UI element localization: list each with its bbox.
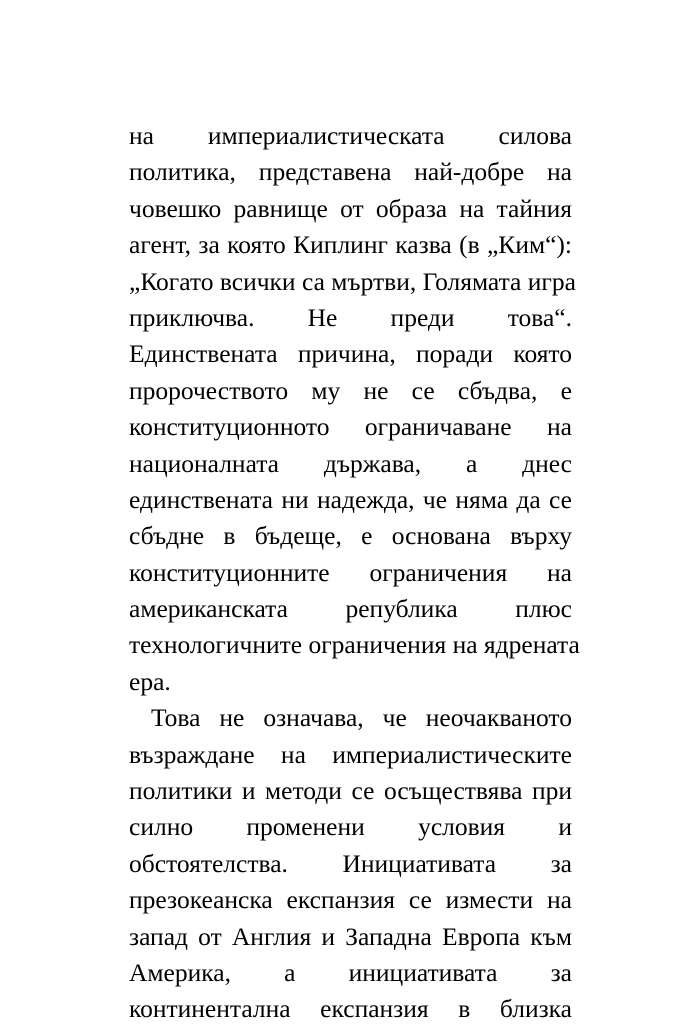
text-line: запад от Англия и Западна Европа към <box>129 921 572 951</box>
text-line: сбъдне в бъдеще, е основана върху <box>129 521 572 551</box>
text-line: агент, за която Киплинг казва (в „Ким“): <box>129 230 572 260</box>
text-line: на империалистическата силова <box>129 121 572 150</box>
text-line: политики и методи се осъществява при <box>129 776 572 806</box>
text-line: континентална експанзия в близка <box>129 994 572 1024</box>
text-line: единствената ни надежда, че няма да се <box>129 484 572 514</box>
text-line: политика, представена най-добре на <box>129 157 572 187</box>
text-line: технологичните ограничения на ядрената <box>129 630 580 660</box>
text-line: конституционните ограничения на <box>129 557 572 587</box>
text-line: ера. <box>129 666 171 696</box>
text-line: приключва. Не преди това“. <box>129 302 572 332</box>
text-line: човешко равнище от образа на тайния <box>129 193 572 223</box>
text-line: пророчеството му не се сбъдва, е <box>129 375 572 405</box>
page-body-text <box>129 118 580 1028</box>
text-line: националната държава, а днес <box>129 448 572 478</box>
text-line: Америка, а инициативата за <box>129 957 572 987</box>
text-line: обстоятелства. Инициативата за <box>129 848 572 878</box>
text-line: конституционното ограничаване на <box>129 412 572 442</box>
text-line: „Когато всички са мъртви, Голямата игра <box>129 266 576 296</box>
text-line: Единствената причина, поради която <box>129 339 572 369</box>
text-line: възраждане на империалистическите <box>129 739 572 769</box>
text-line: силно променени условия и <box>129 812 572 842</box>
text-line: американската република плюс <box>129 594 572 624</box>
text-line: Това не означава, че неочакваното <box>151 703 572 733</box>
text-line: презокеанска експанзия се измести на <box>129 885 572 915</box>
